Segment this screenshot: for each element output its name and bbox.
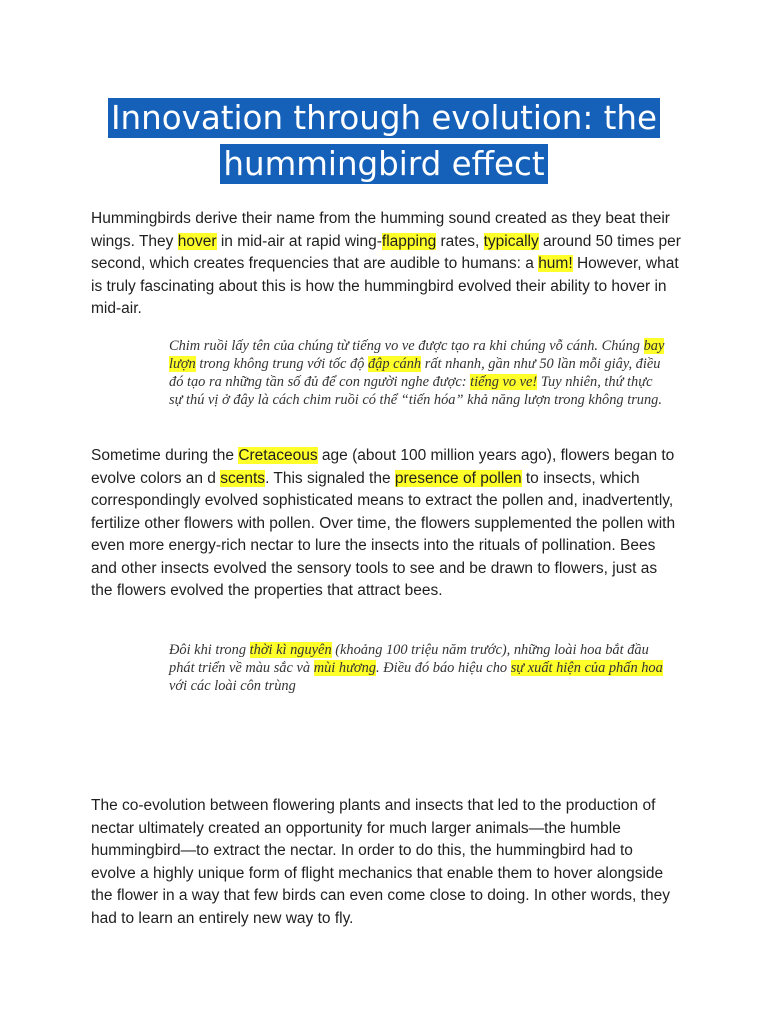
highlight-typically: typically (483, 232, 539, 250)
highlight-hum: hum! (538, 255, 573, 272)
highlight-cretaceous: Cretaceous (238, 447, 318, 464)
highlight-scents: scents (220, 469, 266, 487)
title-line-1: Innovation through evolution: the (108, 98, 660, 138)
vietnamese-translation-1: Chim ruồi lấy tên của chúng từ tiếng vo ve được tạo ra khi chúng vỗ cánh. Chúng bay lượn trong không trung với tốc độ đập cánh rất nhanh, gần như 50 lần mỗi giây, điều đó tạo ra những tần số đủ để con người nghe được: tiếng vo ve! Tuy nhiên, thứ thực sự thú vị ở đây là cách chim ruồi có thể “tiến hóa” khả năng lượn trong không trung. (169, 338, 665, 408)
highlight-su-xuat-hien: sự xuất hiện của phấn hoa (510, 660, 663, 676)
title-line-2: hummingbird effect (220, 144, 547, 184)
highlight-flapping: flapping (381, 232, 437, 250)
paragraph-co-evolution: The co-evolution between flowering plants and insects that led to the production of nectar ultimately created an opportunity for much larger animals—the humble hummingbird—to extract the nectar. In order to do this, the hummingbird had to evolve a highly unique form of flight mechanics that enable them to hover alongside the flower in a way that few birds can even come close to doing. In other words, they had to learn an entirely new way to fly. (91, 797, 670, 927)
document-title (0, 95, 768, 187)
highlight-presence-of-pollen: presence of pollen (394, 469, 522, 487)
highlight-thoi-ki-nguyen: thời kì nguyên (249, 642, 332, 658)
paragraph-hover: Hummingbirds derive their name from the humming sound created as they beat their wings. They hover in mid-air at rapid wing-flapping rates, typically around 50 times per second, which creates frequencies that are audible to humans: a hum! However, what is truly fascinating about this is how the hummingbird evolved their ability to hover in mid-air. (91, 210, 681, 317)
highlight-hover: hover (177, 232, 217, 250)
highlight-tieng-vo-ve: tiếng vo ve! (470, 374, 538, 390)
highlight-mui-huong: mùi hương (313, 660, 376, 676)
highlight-dap-canh: đập cánh (367, 356, 422, 372)
paragraph-cretaceous: Sometime during the Cretaceous age (about 100 million years ago), flowers began to evolve colors an d scents. This signaled the presence of pollen to insects, which correspondingly evolved sophisticated means to extract the pollen and, inadvertently, fertilize other flowers with pollen. Over time, the flowers supplemented the pollen with even more energy-rich nectar to lure the insects into the rituals of pollination. Bees and other insects evolved the sensory tools to see and be drawn to flowers, just as the flowers evolved the properties that attract bees. (91, 447, 676, 599)
vietnamese-translation-2: Đôi khi trong thời kì nguyên (khoảng 100 triệu năm trước), những loài hoa bắt đầu phát triển về màu sắc và mùi hương. Điều đó báo hiệu cho sự xuất hiện của phấn hoa với các loài côn trùng (169, 642, 663, 694)
highlight-bay-luon: bay lượn (169, 338, 665, 372)
